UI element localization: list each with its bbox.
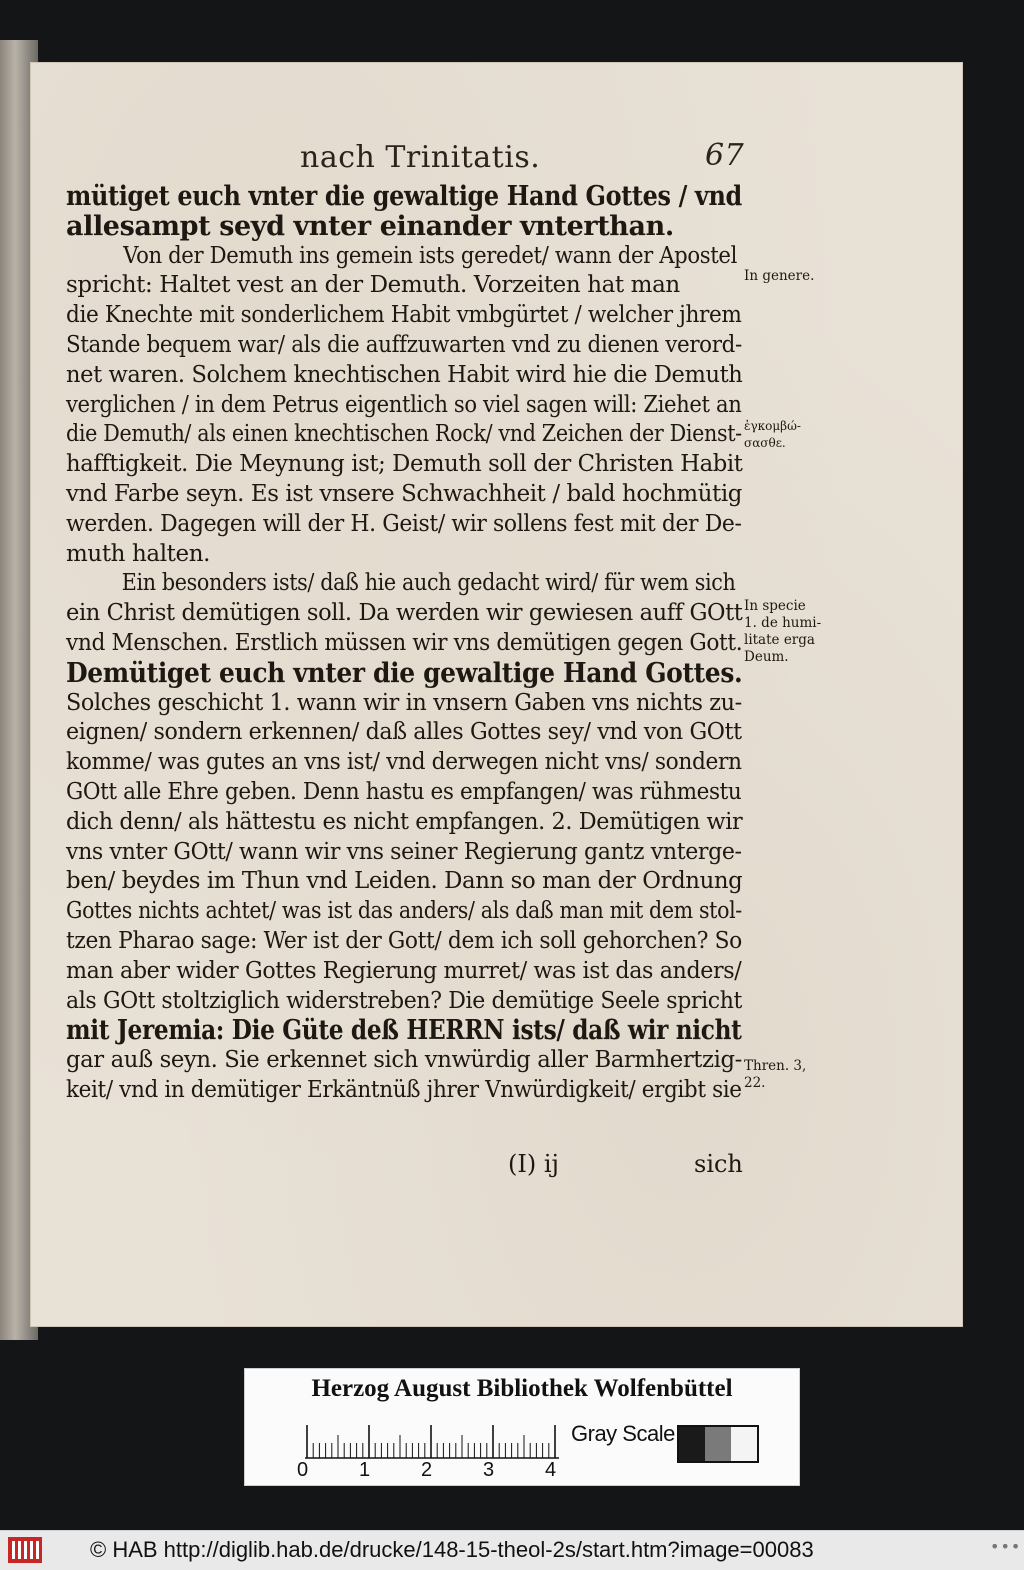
more-icon[interactable]: ••• xyxy=(990,1537,1022,1556)
text-line: spricht: Haltet vest an der Demuth. Vorzeiten hat man xyxy=(66,272,680,299)
ruler-number: 1 xyxy=(359,1459,371,1481)
text-line: Ein besonders ists/ daß hie auch gedacht wird/ für wem sich xyxy=(121,570,736,597)
catchword: sich xyxy=(694,1150,743,1178)
page-number: 67 xyxy=(705,138,745,173)
library-name: Herzog August Bibliothek Wolfenbüttel xyxy=(311,1375,733,1402)
body-text xyxy=(66,182,742,1106)
text-line: Stande bequem war/ als die auffzuwarten vnd zu dienen verord- xyxy=(66,331,742,358)
text-line: Von der Demuth ins gemein ists geredet/ wann der Apostel xyxy=(123,242,737,269)
text-line: mütiget euch vnter die gewaltige Hand Gottes / vnd xyxy=(66,181,742,212)
ruler xyxy=(305,1423,559,1459)
ruler-number: 4 xyxy=(545,1459,557,1481)
text-line: mit Jeremia: Die Güte deß HERRN ists/ daß wir nicht xyxy=(66,1015,742,1047)
text-line: keit/ vnd in demütiger Erkäntnüß jhrer Vnwürdigkeit/ ergibt sie xyxy=(66,1076,742,1103)
text-line: Gottes nichts achtet/ was ist das anders/ als daß man mit dem stol- xyxy=(66,898,742,925)
marginal-note: Thren. 3, 22. xyxy=(744,1058,807,1091)
footer-bar xyxy=(0,1530,1024,1570)
text-line: als GOtt stoltziglich widerstreben? Die demütige Seele spricht xyxy=(66,987,742,1014)
gray-swatch xyxy=(679,1427,705,1461)
text-line: GOtt alle Ehre geben. Denn hastu es empfangen/ was rühmestu xyxy=(66,778,742,805)
text-line: eignen/ sondern erkennen/ daß alles Gottes sey/ vnd von GOtt xyxy=(66,719,742,746)
text-line: tzen Pharao sage: Wer ist der Gott/ dem ich soll gehorchen? So xyxy=(66,927,742,954)
footer-source-link[interactable]: © HAB http://diglib.hab.de/drucke/148-15-theol-2s/start.htm?image=00083 xyxy=(90,1537,814,1562)
running-head xyxy=(300,140,750,176)
text-line: allesampt seyd vnter einander vnterthan. xyxy=(66,210,674,242)
text-line: die Demuth/ als einen knechtischen Rock/ vnd Zeichen der Dienst- xyxy=(66,421,742,448)
gray-scale-label: Gray Scale xyxy=(571,1421,675,1446)
ruler-number: 2 xyxy=(421,1459,433,1481)
running-head-title: nach Trinitatis. xyxy=(300,140,541,175)
text-line: komme/ was gutes an vns ist/ vnd derwegen nicht vns/ sondern xyxy=(66,749,742,776)
text-line: vnd Menschen. Erstlich müssen wir vns demütigen gegen Gott. xyxy=(66,629,743,656)
text-line: ben/ beydes im Thun vnd Leiden. Dann so man der Ordnung xyxy=(66,868,743,895)
text-line: ein Christ demütigen soll. Da werden wir gewiesen auff GOtt xyxy=(66,600,743,627)
text-line: Solches geschicht 1. wann wir in vnsern Gaben vns nichts zu- xyxy=(66,689,742,716)
gray-scale-swatches xyxy=(677,1425,759,1463)
text-line: verglichen / in dem Petrus eigentlich so viel sagen will: Ziehet an xyxy=(66,391,742,418)
text-line: Demütiget euch vnter die gewaltige Hand Gottes. xyxy=(66,657,743,689)
text-line: gar auß seyn. Sie erkennet sich vnwürdig aller Barmhertzig- xyxy=(66,1047,742,1074)
text-line: hafftigkeit. Die Meynung ist; Demuth soll der Christen Habit xyxy=(66,451,743,478)
text-line: man aber wider Gottes Regierung murret/ was ist das anders/ xyxy=(66,957,742,984)
gray-swatch xyxy=(731,1427,757,1461)
text-line: muth halten. xyxy=(66,540,211,567)
marginal-note: In genere. xyxy=(744,268,815,284)
gray-swatch xyxy=(705,1427,731,1461)
marginal-note-greek: ἐγκομβώ- σασθε. xyxy=(744,419,801,450)
hab-logo-icon xyxy=(8,1537,42,1563)
library-scale-card xyxy=(244,1368,800,1486)
ruler-numbers xyxy=(297,1459,567,1481)
marginal-note: In specie 1. de humi- litate erga Deum. xyxy=(744,598,822,665)
text-line: werden. Dagegen will der H. Geist/ wir sollens fest mit der De- xyxy=(66,510,742,537)
text-line: vnd Farbe seyn. Es ist vnsere Schwachheit / bald hochmütig xyxy=(66,480,742,507)
text-line: vns vnter GOtt/ wann wir vns seiner Regierung gantz vnterge- xyxy=(66,838,742,865)
signature-mark: (I) ij xyxy=(508,1150,559,1178)
ruler-number: 0 xyxy=(297,1459,309,1481)
text-line: dich denn/ als hättestu es nicht empfangen. 2. Demütigen wir xyxy=(66,808,743,835)
text-line: die Knechte mit sonderlichem Habit vmbgürtet / welcher jhrem xyxy=(66,302,742,329)
ruler-number: 3 xyxy=(483,1459,495,1481)
text-line: net waren. Solchem knechtischen Habit wird hie die Demuth xyxy=(66,361,743,388)
